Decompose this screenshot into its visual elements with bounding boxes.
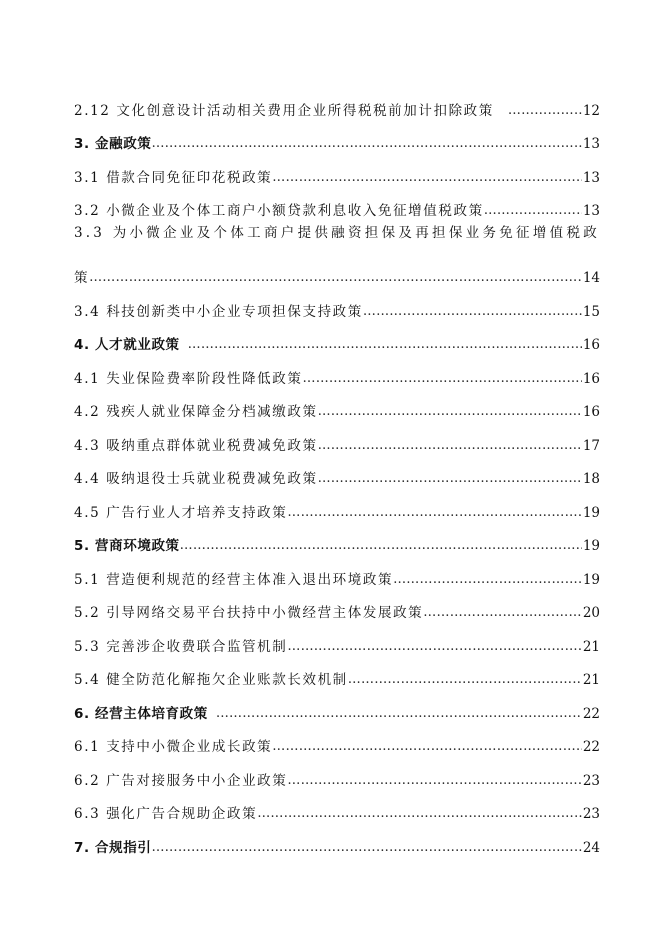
toc-entry-number: 4. [74,337,90,353]
toc-entry-6-2[interactable] [74,758,600,792]
toc-leader-dots [494,100,582,122]
toc-entry-5-1[interactable] [74,557,600,591]
toc-entry-5-2[interactable] [74,591,600,625]
toc-leader-dots [216,703,582,725]
toc-entry-title [74,167,272,189]
toc-entry-title [74,669,348,691]
toc-entry-number: 6.2 [74,772,101,789]
toc-leader-dots [287,636,581,658]
toc-section-7[interactable] [74,825,600,859]
toc-entry-number: 4.1 [74,370,101,387]
toc-entry-text: 为小微企业及个体工商户提供融资担保及再担保业务免征增值税政 [112,225,600,241]
toc-entry-title [74,502,287,524]
toc-page-number: 19 [582,538,600,554]
toc-leader-dots [188,334,582,356]
toc-entry-text: 科技创新类中小企业专项担保支持政策 [106,303,363,320]
toc-entry-number: 6. [74,705,90,722]
toc-section-6[interactable] [74,691,600,725]
toc-leader-dots [257,803,582,825]
toc-entry-text: 文化创意设计活动相关费用企业所得税税前加计扣除政策 [116,102,494,119]
toc-entry-text: 经营主体培育政策 [95,705,208,722]
toc-page-number: 16 [582,404,600,420]
toc-page-number: 16 [582,337,600,353]
toc-entry-number: 5. [74,538,90,554]
toc-leader-dots [151,837,581,859]
toc-entry-text: 人才就业政策 [95,337,180,353]
toc-entry-title [74,602,423,624]
toc-leader-dots [393,569,582,591]
toc-entry-text: 健全防范化解拖欠企业账款长效机制 [106,672,348,688]
toc-leader-dots [423,602,582,624]
toc-leader-dots [348,669,582,691]
toc-entry-2-12[interactable] [74,88,600,122]
toc-entry-text-continued: 策 [74,270,90,286]
toc-page-number: 23 [582,806,600,822]
toc-entry-number: 5.3 [74,638,101,655]
toc-entry-text: 支持中小微企业成长政策 [106,739,273,755]
toc-entry-3-2[interactable] [74,189,600,223]
toc-entry-number: 4.4 [74,471,101,487]
toc-entry-number: 5.4 [74,672,101,688]
toc-entry-text: 广告行业人才培养支持政策 [106,504,288,521]
toc-page-number: 13 [582,203,600,219]
toc-entry-title [74,100,494,122]
toc-section-3[interactable] [74,122,600,156]
toc-leader-dots [180,535,582,557]
toc-leader-dots [287,502,581,524]
toc-entry-4-3[interactable] [74,423,600,457]
toc-entry-title [74,703,216,725]
toc-entry-3-3-line1[interactable] [74,222,600,256]
toc-entry-title [74,435,318,457]
toc-page-number: 17 [582,437,600,454]
toc-page-number: 14 [582,270,600,286]
toc-page-number: 24 [582,839,600,856]
toc-entry-5-4[interactable] [74,658,600,692]
toc-page-number: 19 [582,571,600,588]
toc-page-number: 23 [582,772,600,789]
toc-page-number: 13 [582,169,600,186]
toc-page-number: 21 [582,638,600,655]
toc-page-number: 16 [582,370,600,387]
toc-entry-text: 残疾人就业保障金分档减缴政策 [106,404,318,420]
toc-page-number: 12 [582,102,600,119]
toc-leader-dots [363,301,582,323]
toc-leader-dots [272,167,582,189]
toc-page-number: 22 [582,705,600,722]
toc-entry-title [74,837,151,859]
toc-entry-title [74,770,287,792]
toc-leader-dots [484,200,582,222]
toc-entry-3-4[interactable] [74,289,600,323]
toc-entry-5-3[interactable] [74,624,600,658]
toc-entry-number: 3. [74,136,90,152]
toc-entry-text: 广告对接服务中小企业政策 [106,772,288,789]
toc-entry-number: 4.5 [74,504,101,521]
toc-entry-4-4[interactable] [74,457,600,491]
toc-entry-number: 3.1 [74,169,101,186]
toc-entry-number: 6.3 [74,806,101,822]
toc-page-number: 18 [582,471,600,487]
toc-entry-title [74,468,318,490]
toc-entry-number: 3.2 [74,203,101,219]
toc-entry-6-1[interactable] [74,725,600,759]
toc-entry-title [74,736,272,758]
toc-entry-text: 失业保险费率阶段性降低政策 [106,370,303,387]
toc-entry-title [74,368,303,390]
toc-entry-text: 吸纳重点群体就业税费减免政策 [106,437,318,454]
toc-entry-title [74,334,188,356]
toc-entry-number: 6.1 [74,739,101,755]
toc-entry-text: 营商环境政策 [95,538,180,554]
toc-entry-text: 金融政策 [95,136,152,152]
toc-entry-text: 完善涉企收费联合监管机制 [106,638,288,655]
toc-entry-title [74,225,600,241]
toc-page-number: 21 [582,672,600,688]
toc-entry-title [74,401,318,423]
toc-entry-3-1[interactable] [74,155,600,189]
toc-leader-dots [272,736,582,758]
toc-entry-6-3[interactable] [74,792,600,826]
toc-entry-number: 3.3 [74,225,106,241]
toc-entry-number: 5.2 [74,605,101,621]
toc-entry-title [74,535,180,557]
toc-entry-4-1[interactable] [74,356,600,390]
toc-entry-text: 强化广告合规助企政策 [106,806,258,822]
toc-leader-dots [303,368,582,390]
toc-page-number: 19 [582,504,600,521]
toc-page-number: 13 [582,136,600,152]
toc-entry-3-3-line2[interactable] [74,256,600,290]
toc-page-number: 20 [582,605,600,621]
toc-entry-number: 7. [74,839,90,856]
toc-section-4[interactable] [74,323,600,357]
toc-entry-text: 引导网络交易平台扶持中小微经营主体发展政策 [106,605,424,621]
toc-entry-text: 借款合同免征印花税政策 [106,169,273,186]
toc-entry-title [74,569,393,591]
toc-entry-text: 合规指引 [95,839,152,856]
toc-entry-title [74,301,363,323]
toc-entry-text: 小微企业及个体工商户小额贷款利息收入免征增值税政策 [106,203,484,219]
toc-entry-4-5[interactable] [74,490,600,524]
toc-page-number: 22 [582,739,600,755]
toc-entry-number: 4.3 [74,437,101,454]
toc-leader-dots [318,468,582,490]
toc-entry-title [74,133,151,155]
toc-leader-dots [89,267,582,289]
toc-leader-dots [318,435,582,457]
toc-entry-text: 营造便利规范的经营主体准入退出环境政策 [106,571,394,588]
toc-entry-number: 5.1 [74,571,101,588]
toc-leader-dots [287,770,581,792]
toc-entry-number: 3.4 [74,303,101,320]
toc-entry-number: 4.2 [74,404,101,420]
toc-entry-title [74,200,484,222]
toc-entry-text: 吸纳退役士兵就业税费减免政策 [106,471,318,487]
toc-entry-number: 2.12 [74,102,111,119]
table-of-contents [74,88,600,859]
toc-entry-title [74,636,287,658]
toc-leader-dots [151,133,581,155]
toc-entry-title [74,803,257,825]
toc-section-5[interactable] [74,524,600,558]
toc-page-number: 15 [582,303,600,320]
toc-leader-dots [318,401,582,423]
toc-entry-4-2[interactable] [74,390,600,424]
